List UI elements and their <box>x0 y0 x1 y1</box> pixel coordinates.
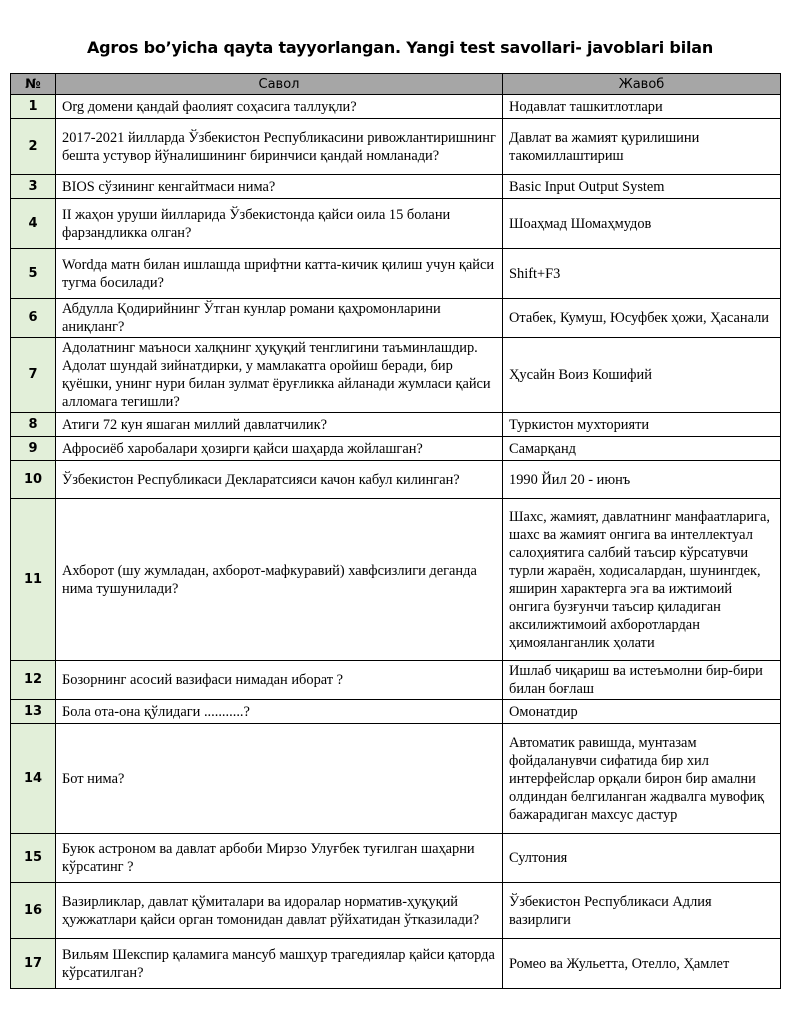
table-row <box>11 700 781 724</box>
question-cell: Бозорнинг асосий вазифаси нимадан иборат ? <box>56 661 503 700</box>
answer-cell: Ишлаб чиқариш ва истеъмолни бир-бири билан боғлаш <box>503 661 781 700</box>
answer-cell: Basic Input Output System <box>503 175 781 199</box>
row-number: 10 <box>11 461 56 499</box>
answer-cell: Ҳусайн Воиз Кошифий <box>503 338 781 413</box>
question-cell: Ўзбекистон Республикаси Декларатсияси качон кабул килинган? <box>56 461 503 499</box>
answer-cell: Султония <box>503 834 781 883</box>
answer-cell: Отабек, Кумуш, Юсуфбек ҳожи, Ҳасанали <box>503 299 781 338</box>
answer-cell: Туркистон мухторияти <box>503 413 781 437</box>
row-number: 6 <box>11 299 56 338</box>
table-row <box>11 437 781 461</box>
row-number: 1 <box>11 95 56 119</box>
answer-cell: Автоматик равишда, мунтазам фойдаланувчи сифатида бир хил интерфейслар орқали бирон бир амални олдиндан белгиланган жадвалга мувофиқ бажарадиган махсус дастур <box>503 724 781 834</box>
question-cell: 2017-2021 йилларда Ўзбекистон Республикасини ривожлантиришнинг бешта устувор йўналишининг биринчиси қандай номланади? <box>56 119 503 175</box>
question-cell: Буюк астроном ва давлат арбоби Мирзо Улуғбек туғилган шаҳарни кўрсатинг ? <box>56 834 503 883</box>
question-cell: Вильям Шекспир қаламига мансуб машҳур трагедиялар қайси қаторда кўрсатилган? <box>56 939 503 989</box>
row-number: 2 <box>11 119 56 175</box>
row-number: 11 <box>11 499 56 661</box>
row-number: 15 <box>11 834 56 883</box>
table-row <box>11 499 781 661</box>
table-row <box>11 661 781 700</box>
header-number: № <box>11 74 56 95</box>
table-row <box>11 95 781 119</box>
row-number: 8 <box>11 413 56 437</box>
question-cell: II жаҳон уруши йилларида Ўзбекистонда қайси оила 15 болани фарзандликка олган? <box>56 199 503 249</box>
question-cell: Wordда матн билан ишлашда шрифтни катта-кичик қилиш учун қайси тугма босилади? <box>56 249 503 299</box>
table-row <box>11 461 781 499</box>
answer-cell: Ўзбекистон Республикаси Адлия вазирлиги <box>503 883 781 939</box>
row-number: 4 <box>11 199 56 249</box>
row-number: 16 <box>11 883 56 939</box>
table-row <box>11 299 781 338</box>
row-number: 5 <box>11 249 56 299</box>
table-row <box>11 724 781 834</box>
header-question: Савол <box>56 74 503 95</box>
answer-cell: Шахс, жамият, давлатнинг манфаатларига, шахс ва жамият онгига ва интеллектуал салоҳиятига салбий таъсир кўрсатувчи турли жараён, ходисалардан, шунингдек, яширин характерга эга ва ижтимоий онгига бузғунчи таъсир қиладиган аксилижтимоий ахборотлардан ҳимояланганлик ҳолати <box>503 499 781 661</box>
answer-cell: Ромео ва Жульетта, Отелло, Ҳамлет <box>503 939 781 989</box>
answer-cell: Шоаҳмад Шомаҳмудов <box>503 199 781 249</box>
question-cell: Бот нима? <box>56 724 503 834</box>
answer-cell: Shift+F3 <box>503 249 781 299</box>
row-number: 13 <box>11 700 56 724</box>
row-number: 14 <box>11 724 56 834</box>
table-header-row <box>11 74 781 95</box>
question-cell: Абдулла Қодирийнинг Ўтган кунлар романи қаҳромонларини аниқланг? <box>56 299 503 338</box>
header-answer: Жавоб <box>503 74 781 95</box>
table-row <box>11 834 781 883</box>
question-cell: Ахборот (шу жумладан, ахборот-мафкуравий) хавфсизлиги деганда нима тушунилади? <box>56 499 503 661</box>
row-number: 7 <box>11 338 56 413</box>
question-cell: Афросиёб харобалари ҳозирги қайси шаҳарда жойлашган? <box>56 437 503 461</box>
answer-cell: Давлат ва жамият қурилишини такомиллаштириш <box>503 119 781 175</box>
answer-cell: Самарқанд <box>503 437 781 461</box>
table-row <box>11 119 781 175</box>
table-row <box>11 175 781 199</box>
table-row <box>11 413 781 437</box>
document-title: Agros bo’yicha qayta tayyorlangan. Yangi test savollari- javoblari bilan <box>86 38 714 57</box>
table-row <box>11 939 781 989</box>
answer-cell: Омонатдир <box>503 700 781 724</box>
row-number: 12 <box>11 661 56 700</box>
question-cell: Бола ота-она қўлидаги ...........? <box>56 700 503 724</box>
table-row <box>11 883 781 939</box>
qa-table <box>10 73 781 989</box>
row-number: 3 <box>11 175 56 199</box>
row-number: 17 <box>11 939 56 989</box>
question-cell: BIOS сўзининг кенгайтмаси нима? <box>56 175 503 199</box>
question-cell: Вазирликлар, давлат қўмиталари ва идоралар норматив-ҳуқуқий ҳужжатлари қайси орган томонидан давлат рўйхатидан ўтказилади? <box>56 883 503 939</box>
question-cell: Адолатнинг маъноси халқнинг ҳуқуқий тенглигини таъминлашдир. Адолат шундай зийнатдирки, у мамлакатга оройиш беради, бир қуёшки, унинг нури билан зулмат ёруғликка айланади жумласи қайси алломага тегишли? <box>56 338 503 413</box>
table-row <box>11 249 781 299</box>
question-cell: Атиги 72 кун яшаган миллий давлатчилик? <box>56 413 503 437</box>
table-row <box>11 338 781 413</box>
question-cell: Org домени қандай фаолият соҳасига таллуқли? <box>56 95 503 119</box>
answer-cell: Нодавлат ташкитлотлари <box>503 95 781 119</box>
table-row <box>11 199 781 249</box>
answer-cell: 1990 Йил 20 - июнъ <box>503 461 781 499</box>
row-number: 9 <box>11 437 56 461</box>
